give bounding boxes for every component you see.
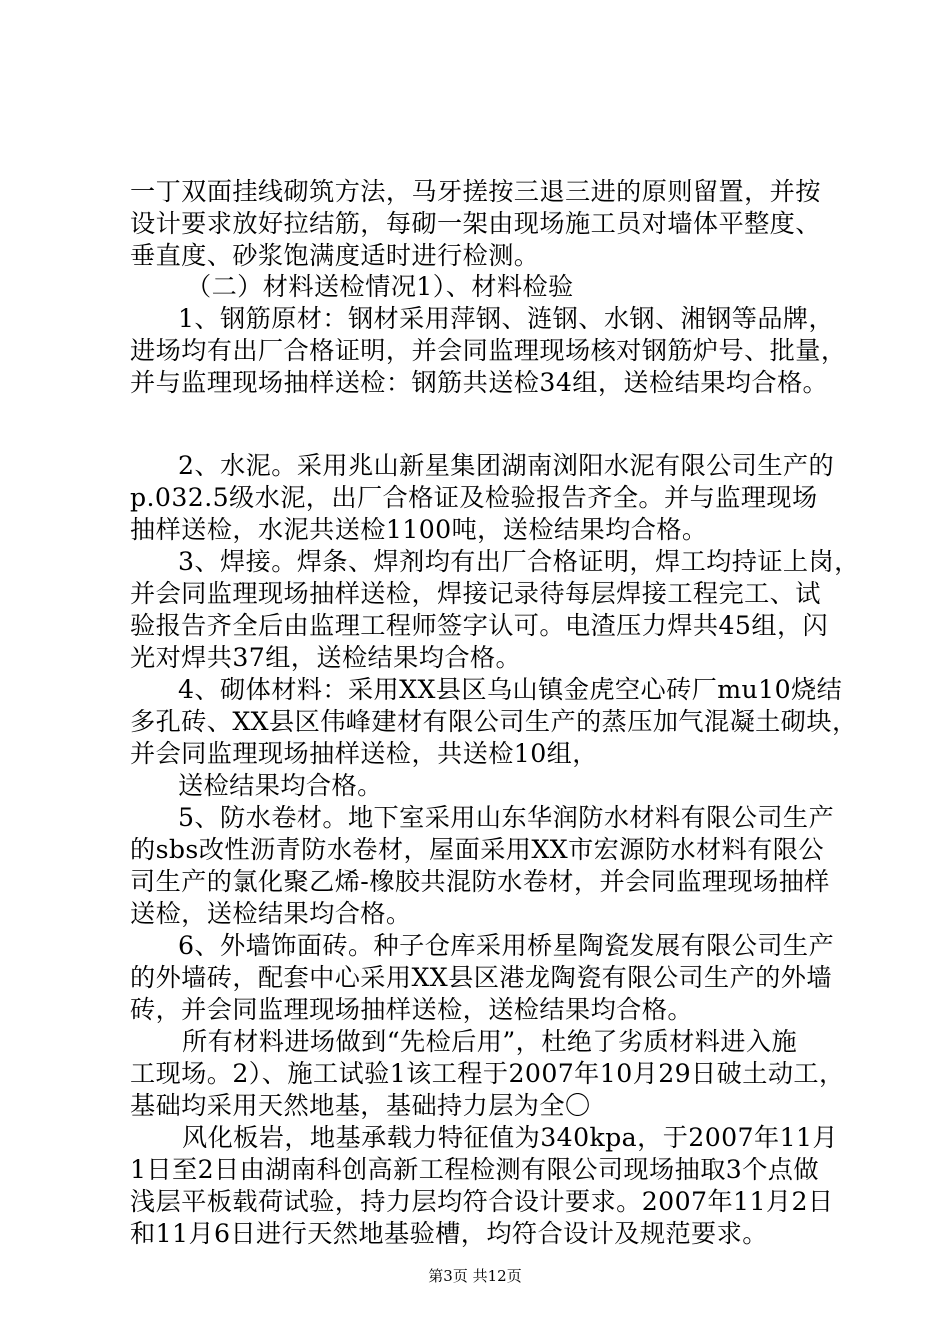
text-line: 6、外墙饰面砖。种子仓库采用桥星陶瓷发展有限公司生产 <box>178 931 835 960</box>
text-line: 多孔砖、XX县区伟峰建材有限公司生产的蒸压加气混凝土砌块， <box>130 707 858 736</box>
text-line: 3、焊接。焊条、焊剂均有出厂合格证明，焊工均持证上岗， <box>178 547 860 576</box>
text-line: 浅层平板载荷试验，持力层均符合设计要求。2007年11月2日 <box>130 1187 834 1216</box>
text-line: 的外墙砖，配套中心采用XX县区港龙陶瓷有限公司生产的外墙 <box>130 963 832 992</box>
text-line: 2、水泥。采用兆山新星集团湖南浏阳水泥有限公司生产的 <box>178 451 835 480</box>
text-line: 的sbs改性沥青防水卷材，屋面采用XX市宏源防水材料有限公 <box>130 835 824 864</box>
text-line: 并会同监理现场抽样送检，焊接记录待每层焊接工程完工、试 <box>130 579 821 608</box>
text-line: 基础均采用天然地基，基础持力层为全〇 <box>130 1091 591 1120</box>
text-line: 送检，送检结果均合格。 <box>130 899 412 928</box>
text-line: 工现场。2）、施工试验1该工程于2007年10月29日破土动工， <box>130 1059 845 1088</box>
text-line: 5、防水卷材。地下室采用山东华润防水材料有限公司生产 <box>178 803 835 832</box>
text-line: 抽样送检，水泥共送检1100吨，送检结果均合格。 <box>130 515 708 544</box>
text-line: 1、钢筋原材：钢材采用萍钢、涟钢、水钢、湘钢等品牌， <box>178 304 835 333</box>
text-line: 风化板岩，地基承载力特征值为340kpa，于2007年11月 <box>182 1123 839 1152</box>
text-line: 和11月6日进行天然地基验槽，均符合设计及规范要求。 <box>130 1219 768 1248</box>
text-line: 4、砌体材料：采用XX县区乌山镇金虎空心砖厂mu10烧结 <box>178 675 843 704</box>
text-line: 并会同监理现场抽样送检，共送检10组， <box>130 739 598 768</box>
text-line: 1日至2日由湖南科创高新工程检测有限公司现场抽取3个点做 <box>130 1155 819 1184</box>
text-line: 所有材料进场做到“先检后用”，杜绝了劣质材料进入施 <box>182 1027 798 1056</box>
text-line: 进场均有出厂合格证明，并会同监理现场核对钢筋炉号、批量， <box>130 336 847 365</box>
text-line: 司生产的氯化聚乙烯-橡胶共混防水卷材，并会同监理现场抽样 <box>130 867 830 896</box>
text-line: 并与监理现场抽样送检：钢筋共送检34组，送检结果均合格。 <box>130 368 829 397</box>
text-line: 设计要求放好拉结筋，每砌一架由现场施工员对墙体平整度、 <box>130 209 821 238</box>
text-line: 砖，并会同监理现场抽样送检，送检结果均合格。 <box>130 995 693 1024</box>
text-line: 送检结果均合格。 <box>178 771 383 800</box>
text-line: p.032.5级水泥，出厂合格证及检验报告齐全。并与监理现场 <box>130 483 818 512</box>
text-line: 垂直度、砂浆饱满度适时进行检测。 <box>130 241 540 270</box>
text-line: 验报告齐全后由监理工程师签字认可。电渣压力焊共45组，闪 <box>130 611 829 640</box>
text-line: 光对焊共37组，送检结果均合格。 <box>130 643 522 672</box>
text-line: 一丁双面挂线砌筑方法，马牙搓按三退三进的原则留置，并按 <box>130 177 821 206</box>
page-footer: 第3页 共12页 <box>428 1267 522 1285</box>
section-heading: （二）材料送检情况1）、材料检验 <box>186 272 574 301</box>
